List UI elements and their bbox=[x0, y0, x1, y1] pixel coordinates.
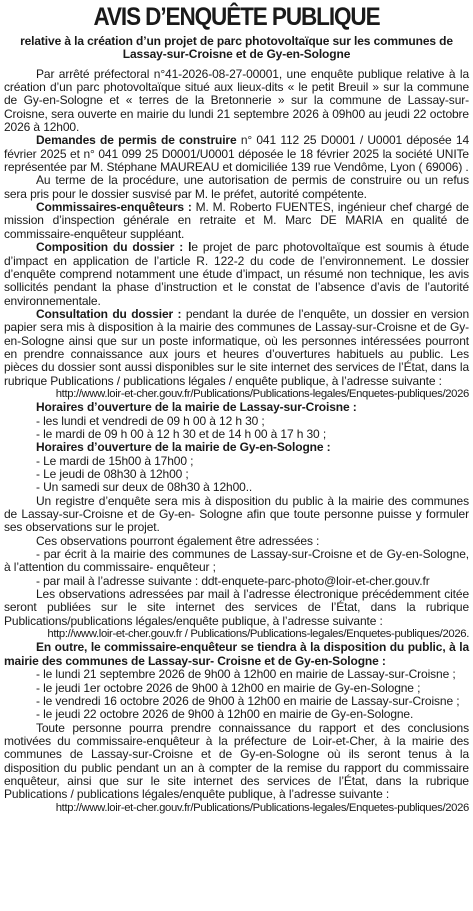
dossier-url[interactable]: http://www.loir-et-cher.gouv.fr/Publications/Publications-legales/Enquetes-publiques/2026 bbox=[55, 387, 469, 400]
horaires-lassay bbox=[4, 401, 469, 441]
paragraph-permis bbox=[4, 134, 469, 174]
rapport-url[interactable]: http://www.loir-et-cher.gouv.fr/Publications/Publications-legales/Enquetes-publiques/2026 bbox=[55, 801, 469, 814]
composition-text: e projet de parc photovoltaïque est soumis à étude d’impact en application de l’article R. 122-2 du code de l’environnement. Le dossier d’enquête comprend notamment une étude d’impact, un résumé non technique, les avis sollicités pendant la phase d’instruction et le constat de l’absence d’avis de l’autorité environnementale. bbox=[4, 240, 469, 308]
notice-subtitle bbox=[4, 35, 469, 62]
horaires-lassay-label: Horaires d’ouverture de la mairie de Lassay-sur-Croisne : bbox=[36, 400, 357, 415]
list-item: - Un samedi sur deux de 08h30 à 12h00.. bbox=[36, 480, 253, 495]
commissaires-text: M. M. Roberto FUENTES, ingénieur chef chargé de mission d’inspection générale en retraite et M. Marc DE MARIA en qualité de commissaire-enquêteur suppléant. bbox=[4, 200, 469, 241]
paragraph-registre: Un registre d’enquête sera mis à disposition du public à la mairie des communes de Lassay-sur-Croisne et de Gy-en- Sologne afin que toute personne puisse y formuler ses observations sur le projet. bbox=[4, 493, 469, 535]
horaires-gy bbox=[4, 441, 469, 494]
paragraph-permanence bbox=[4, 641, 469, 668]
list-item: - le jeudi 1er octobre 2026 de 9h00 à 12h00 en mairie de Gy-en-Sologne ; bbox=[36, 680, 421, 695]
notice-title: AVIS D’ENQUÊTE PUBLIQUE bbox=[93, 3, 380, 31]
list-item: - les lundi et vendredi de 09 h 00 à 12 h 30 ; bbox=[36, 413, 265, 428]
composition-label: Composition du dossier : l bbox=[36, 240, 192, 255]
list-item: - Le jeudi de 08h30 à 12h00 ; bbox=[36, 467, 189, 481]
list-item: - le vendredi 16 octobre 2026 de 9h00 à 12h00 en mairie de Lassay-sur-Croisne ; bbox=[36, 693, 460, 708]
commissaires-label: Commissaires-enquêteurs : bbox=[36, 200, 192, 215]
list-item: - par écrit à la mairie des communes de Lassay-sur-Croisne et de Gy-en-Sologne, à l’attention du commissaire- enquêteur ; bbox=[4, 547, 469, 575]
observations-url[interactable]: http://www.loir-et-cher.gouv.fr / Publications/Publications-legales/Enquetes-publiques/2026. bbox=[47, 628, 469, 641]
paragraph-arrete: Par arrêté préfectoral n°41-2026-08-27-00001, une enquête publique relative à la création d’un parc photovoltaïque situé aux lieux-dits « le petit Breuil » sur la commune de Gy-en-Sologne et « terres de la Bretonnerie » sur la commune de Lassay-sur-Croisne, sera ouverte en mairie du lundi 21 septembre 2026 à 09h00 au jeudi 22 octobre 2026 à 12h00. bbox=[4, 66, 469, 135]
paragraph-observations: Ces observations pourront également être adressées : bbox=[36, 533, 320, 548]
paragraph-terme: Au terme de la procédure, une autorisation de permis de construire ou un refus sera pris pour le dossier susvisé par M. le préfet, autorité compétente. bbox=[4, 173, 469, 201]
paragraph-commissaires bbox=[4, 201, 469, 241]
list-item: - le lundi 21 septembre 2026 de 9h00 à 12h00 en mairie de Lassay-sur-Croisne ; bbox=[36, 667, 456, 682]
list-item: - par mail à l’adresse suivante : ddt-enquete-parc-photo@loir-et-cher.gouv.fr bbox=[36, 573, 430, 588]
consultation-label: Consultation du dossier : bbox=[36, 306, 182, 321]
list-item: - Le mardi de 15h00 à 17h00 ; bbox=[36, 453, 194, 468]
horaires-gy-label: Horaires d’ouverture de la mairie de Gy-en-Sologne : bbox=[36, 440, 331, 455]
permis-label: Demandes de permis de construire bbox=[36, 133, 237, 148]
permanence-label: En outre, le commissaire-enquêteur se tiendra à la disposition du public, à la mairie des communes de Lassay-sur- Croisne et de Gy-en-Sologne : bbox=[4, 640, 469, 668]
subtitle-line-2: Lassay-sur-Croisne et de Gy-en-Sologne bbox=[122, 47, 351, 62]
paragraph-rapport: Toute personne pourra prendre connaissance du rapport et des conclusions motivées du commissaire-enquêteur à la préfecture de Loir-et-Cher, à la mairie des communes de Lassay-sur-Croisne et de Gy-en-Sologne où ils seront tenus à la disposition du public pendant un an à compter de la remise du rapport du commissaire enquêteur, ainsi que sur le site internet des services de l’État, dans la rubrique Publications / publications légales/enquête publique, à l’adresse suivante : bbox=[4, 720, 469, 802]
subtitle-line-1: relative à la création d’un projet de parc photovoltaïque sur les communes de bbox=[20, 34, 453, 48]
list-item: - le jeudi 22 octobre 2026 de 9h00 à 12h00 en mairie de Gy-en-Sologne. bbox=[36, 707, 414, 722]
consultation-text: pendant la durée de l’enquête, un dossier en version papier sera mis à disposition à la mairie des communes de Lassay-sur-Croisne et de Gy-en-Sologne ainsi que sur un poste informatique, où les personnes intéressées pourront en prendre connaissance aux jours et heures d’ouvertures habituels au public. Les pièces du dossier sont aussi disponibles sur le site internet des services de l’État, dans la rubrique Publications / publications légales / enquête publique, à l’adresse suivante : bbox=[4, 306, 469, 388]
permis-text: n° 041 112 25 D0001 / U0001 déposée 14 février 2025 et n° 041 099 25 D0001/U0001 déposée le 18 février 2025 la société UNITe représentée par M. Stéphane MAUREAU et domiciliée 139 rue Vendôme, Lyon ( 69006) . bbox=[4, 133, 469, 175]
paragraph-consultation bbox=[4, 308, 469, 388]
paragraph-publiees: Les observations adressées par mail à l’adresse électronique précédemment citée seront publiées sur le site internet des services de l’État, dans la rubrique Publications/publications légales/enquête publique, à l’adresse suivante : bbox=[4, 587, 469, 628]
permanences-list bbox=[4, 668, 469, 721]
notice-page bbox=[4, 0, 469, 909]
list-item: - le mardi de 09 h 00 à 12 h 30 et de 14 h 00 à 17 h 30 ; bbox=[36, 426, 327, 441]
paragraph-composition bbox=[4, 241, 469, 308]
